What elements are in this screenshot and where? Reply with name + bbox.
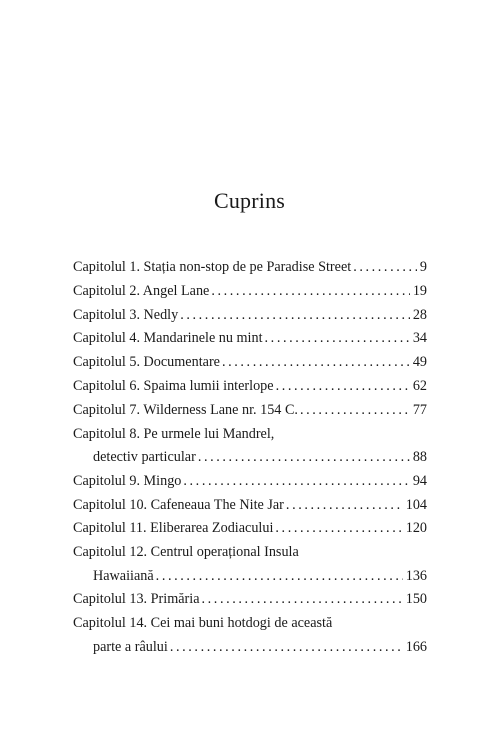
toc-entry-line	[73, 565, 427, 588]
toc-entry-line	[73, 351, 427, 374]
dot-leader	[222, 351, 410, 374]
toc-entry-title: Capitolul 14. Cei mai buni hotdogi de această	[73, 615, 333, 632]
toc-entry	[73, 470, 427, 493]
toc-page-number: 150	[405, 591, 427, 608]
dot-leader	[170, 636, 403, 659]
toc-page-number: 166	[405, 638, 427, 655]
toc-page-number: 19	[412, 282, 427, 299]
dot-leader	[211, 280, 409, 303]
toc-page-number: 88	[412, 448, 427, 465]
toc-entry-line	[73, 280, 427, 303]
toc-entry-line	[73, 588, 427, 611]
toc-entry-line	[73, 304, 427, 327]
toc-entry-line	[73, 399, 427, 422]
toc-page-number: 34	[412, 330, 427, 347]
toc-entry-line	[73, 470, 427, 493]
toc-page-number: 94	[412, 472, 427, 489]
toc-entry-line	[73, 446, 427, 469]
toc-entry-line	[73, 256, 427, 279]
toc-entry	[73, 541, 427, 588]
dot-leader	[300, 399, 410, 422]
toc-entry-title: Hawaiiană	[93, 567, 154, 584]
toc-entry-line	[73, 327, 427, 350]
toc-entry-line	[73, 636, 427, 659]
toc-page-number: 77	[412, 401, 427, 418]
toc-entry	[73, 256, 427, 279]
toc-entry	[73, 612, 427, 659]
toc-entry	[73, 280, 427, 303]
dot-leader	[183, 470, 409, 493]
table-of-contents	[73, 256, 427, 659]
toc-entry-title: Capitolul 1. Stația non-stop de pe Paradise Street	[73, 259, 352, 275]
toc-entry-line	[73, 517, 427, 540]
toc-entry-title: Capitolul 9. Mingo	[73, 472, 182, 489]
toc-entry-title: Capitolul 8. Pe urmele lui Mandrel,	[73, 425, 275, 442]
toc-entry-line	[73, 423, 427, 446]
toc-page-number: 49	[412, 354, 427, 371]
toc-entry-title: detectiv particular	[93, 448, 196, 465]
toc-page-number: 28	[412, 306, 427, 323]
toc-entry	[73, 351, 427, 374]
dot-leader	[202, 588, 403, 611]
toc-page-number: 136	[405, 567, 427, 584]
page-title: Cuprins	[213, 188, 286, 213]
toc-entry-line	[73, 494, 427, 517]
dot-leader	[156, 565, 403, 588]
toc-entry-title: Capitolul 11. Eliberarea Zodiacului	[73, 520, 274, 537]
dot-leader	[275, 517, 402, 540]
toc-entry-title: Capitolul 3. Nedly	[73, 306, 179, 323]
toc-entry-title: Capitolul 6. Spaima lumii interlope	[73, 377, 274, 394]
toc-entry-line	[73, 375, 427, 398]
toc-page-number: 104	[405, 496, 427, 513]
toc-page-number: 9	[419, 259, 427, 275]
toc-entry	[73, 304, 427, 327]
dot-leader	[180, 304, 410, 327]
toc-entry	[73, 423, 427, 470]
toc-entry-title: Capitolul 7. Wilderness Lane nr. 154 C.	[73, 401, 298, 418]
toc-entry	[73, 375, 427, 398]
dot-leader	[276, 375, 410, 398]
toc-entry	[73, 327, 427, 350]
toc-entry-line	[73, 541, 427, 564]
toc-entry-title: Capitolul 10. Cafeneaua The Nite Jar	[73, 496, 284, 513]
dot-leader	[286, 494, 403, 517]
toc-entry-title: Capitolul 12. Centrul operațional Insula	[73, 544, 299, 561]
toc-entry-title: Capitolul 2. Angel Lane	[73, 282, 210, 299]
toc-entry-title: Capitolul 13. Primăria	[73, 591, 200, 608]
toc-entry-title: Capitolul 4. Mandarinele nu mint	[73, 330, 263, 347]
toc-entry	[73, 588, 427, 611]
toc-entry-line	[73, 612, 427, 635]
dot-leader	[198, 446, 410, 469]
toc-entry	[73, 494, 427, 517]
toc-page-number: 120	[405, 520, 427, 537]
dot-leader	[265, 327, 410, 350]
toc-entry	[73, 517, 427, 540]
toc-entry	[73, 399, 427, 422]
toc-page-number: 62	[412, 377, 427, 394]
dot-leader	[353, 256, 417, 279]
toc-entry-title: parte a râului	[93, 638, 168, 655]
toc-entry-title: Capitolul 5. Documentare	[73, 354, 220, 371]
